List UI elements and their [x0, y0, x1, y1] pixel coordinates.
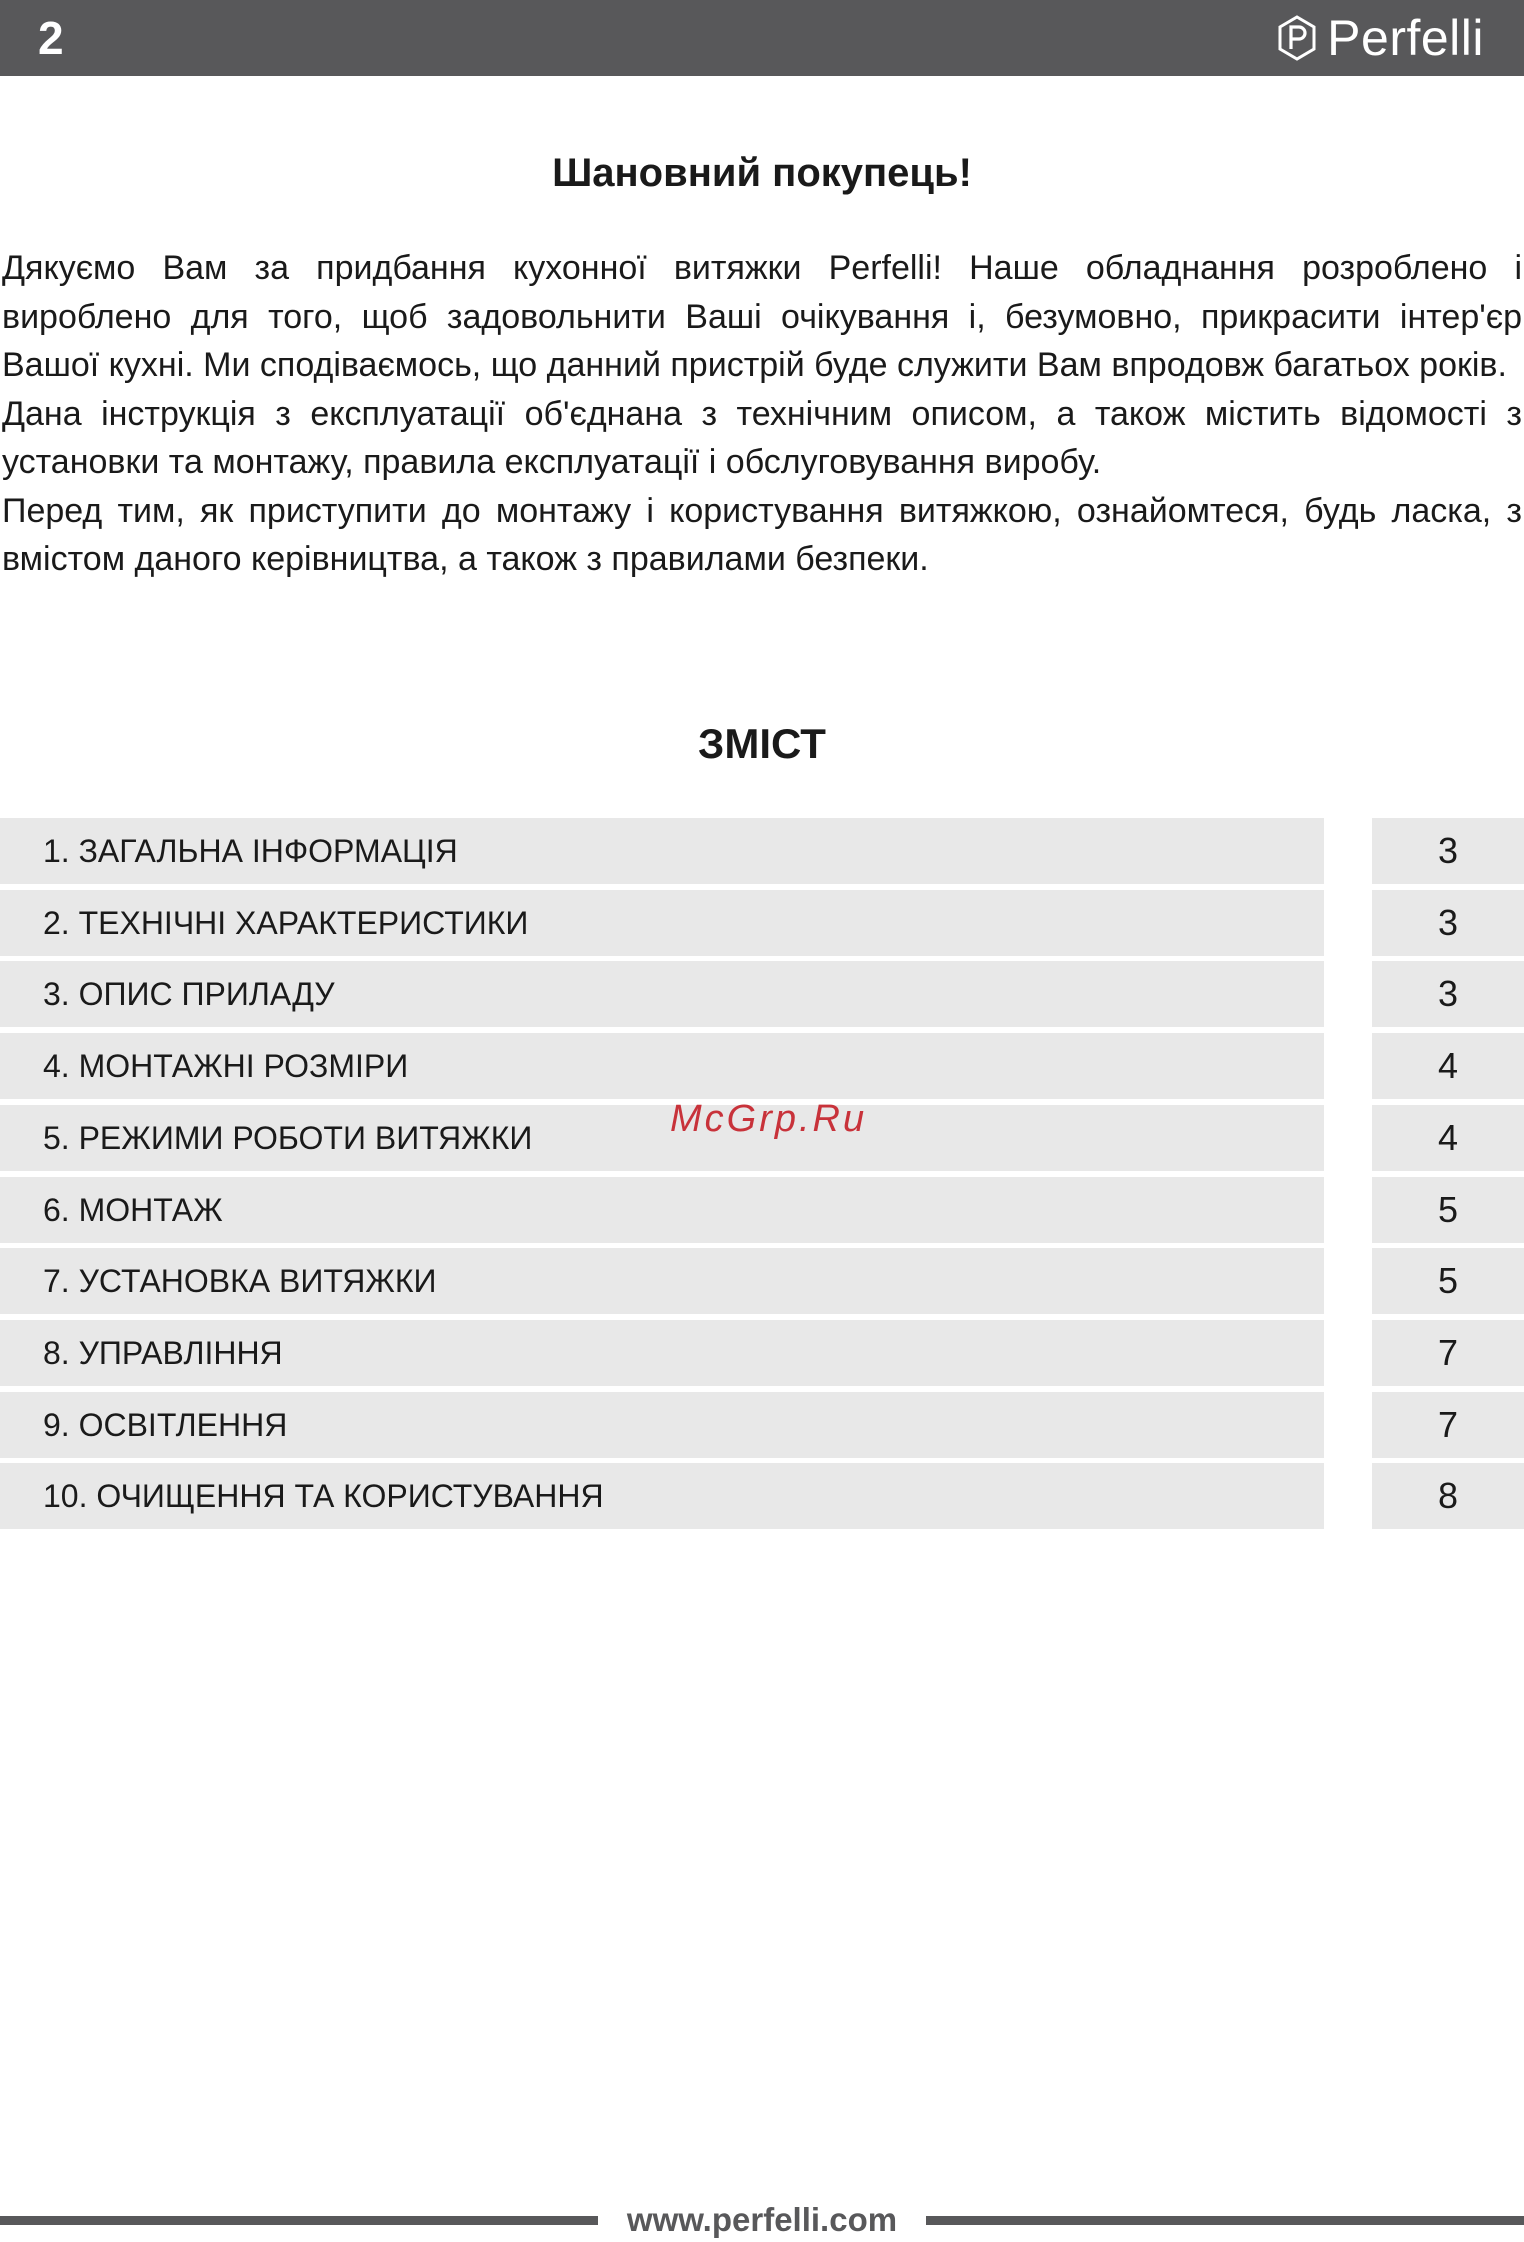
footer-divider-left	[0, 2216, 598, 2225]
toc-row[interactable]	[0, 1320, 1524, 1386]
toc-label: 8. УПРАВЛІННЯ	[43, 1334, 283, 1371]
footer-divider-right	[926, 2216, 1524, 2225]
header-bar	[0, 0, 1524, 76]
toc-label-cell	[0, 818, 1324, 884]
toc-row[interactable]	[0, 1033, 1524, 1099]
intro-paragraph-1: Дякуємо Вам за придбання кухонної витяжки Perfelli! Наше обладнання розроблено і вироблено для того, щоб задовольнити Ваші очікування і, безумовно, прикрасити інтер'єр Вашої кухні. Ми сподіваємось, що данний пристрій буде служити Вам впродовж багатьох років.	[2, 249, 1522, 384]
toc-page: 3	[1372, 890, 1524, 956]
toc-label: 10. ОЧИЩЕННЯ ТА КОРИСТУВАННЯ	[43, 1478, 604, 1515]
toc-row[interactable]	[0, 1248, 1524, 1314]
toc-row[interactable]	[0, 1463, 1524, 1529]
toc-row[interactable]	[0, 818, 1524, 884]
toc-row[interactable]	[0, 1392, 1524, 1458]
toc-page: 7	[1372, 1320, 1524, 1386]
intro-paragraph-2: Дана інструкція з експлуатації об'єднана з технічним описом, а також містить відомості з установки та монтажу, правила експлуатації і обслуговування виробу.	[2, 394, 1522, 481]
brand-name: Perfelli	[1327, 10, 1484, 66]
watermark: McGrp.Ru	[670, 1098, 868, 1140]
toc-label: 7. УСТАНОВКА ВИТЯЖКИ	[43, 1263, 437, 1300]
footer-url-link[interactable]: www.perfelli.com	[626, 2201, 898, 2238]
toc-page: 4	[1372, 1033, 1524, 1099]
toc-page: 5	[1372, 1248, 1524, 1314]
toc-label: 4. МОНТАЖНІ РОЗМІРИ	[43, 1048, 409, 1085]
perfelli-logo-icon	[1277, 15, 1317, 61]
intro-paragraph-3: Перед тим, як приступити до монтажу і користування витяжкою, ознайомтеся, будь ласка, з вмістом даного керівництва, а також з правилами безпеки.	[2, 491, 1522, 578]
toc-label: 2. ТЕХНІЧНІ ХАРАКТЕРИСТИКИ	[43, 904, 529, 941]
toc-label-cell	[0, 961, 1324, 1027]
toc-label: 1. ЗАГАЛЬНА ІНФОРМАЦІЯ	[43, 833, 458, 869]
toc-label: 6. МОНТАЖ	[43, 1191, 223, 1228]
toc-label-cell	[0, 1463, 1324, 1529]
toc-page: 5	[1372, 1177, 1524, 1243]
page-number: 2	[38, 12, 64, 64]
toc-label: 5. РЕЖИМИ РОБОТИ ВИТЯЖКИ	[43, 1119, 533, 1156]
toc-label-cell	[0, 1177, 1324, 1243]
greeting-title: Шановний покупець!	[552, 151, 972, 195]
toc-label-cell	[0, 890, 1324, 956]
toc-page: 8	[1372, 1463, 1524, 1529]
toc-row[interactable]	[0, 961, 1524, 1027]
toc-label: 3. ОПИС ПРИЛАДУ	[43, 976, 335, 1013]
toc-page: 7	[1372, 1392, 1524, 1458]
toc-label-cell	[0, 1248, 1324, 1314]
toc-label-cell	[0, 1392, 1324, 1458]
toc-label-cell	[0, 1320, 1324, 1386]
toc-row[interactable]	[0, 1177, 1524, 1243]
toc-label-cell	[0, 1033, 1324, 1099]
toc-row[interactable]	[0, 890, 1524, 956]
toc-title: ЗМІСТ	[698, 720, 826, 767]
toc-label-cell	[0, 1105, 1324, 1171]
brand-logo	[1277, 6, 1484, 70]
intro-text	[2, 244, 1522, 584]
toc-page: 3	[1372, 961, 1524, 1027]
toc-page: 4	[1372, 1105, 1524, 1171]
toc-page: 3	[1372, 818, 1524, 884]
toc-label: 9. ОСВІТЛЕННЯ	[43, 1406, 288, 1443]
